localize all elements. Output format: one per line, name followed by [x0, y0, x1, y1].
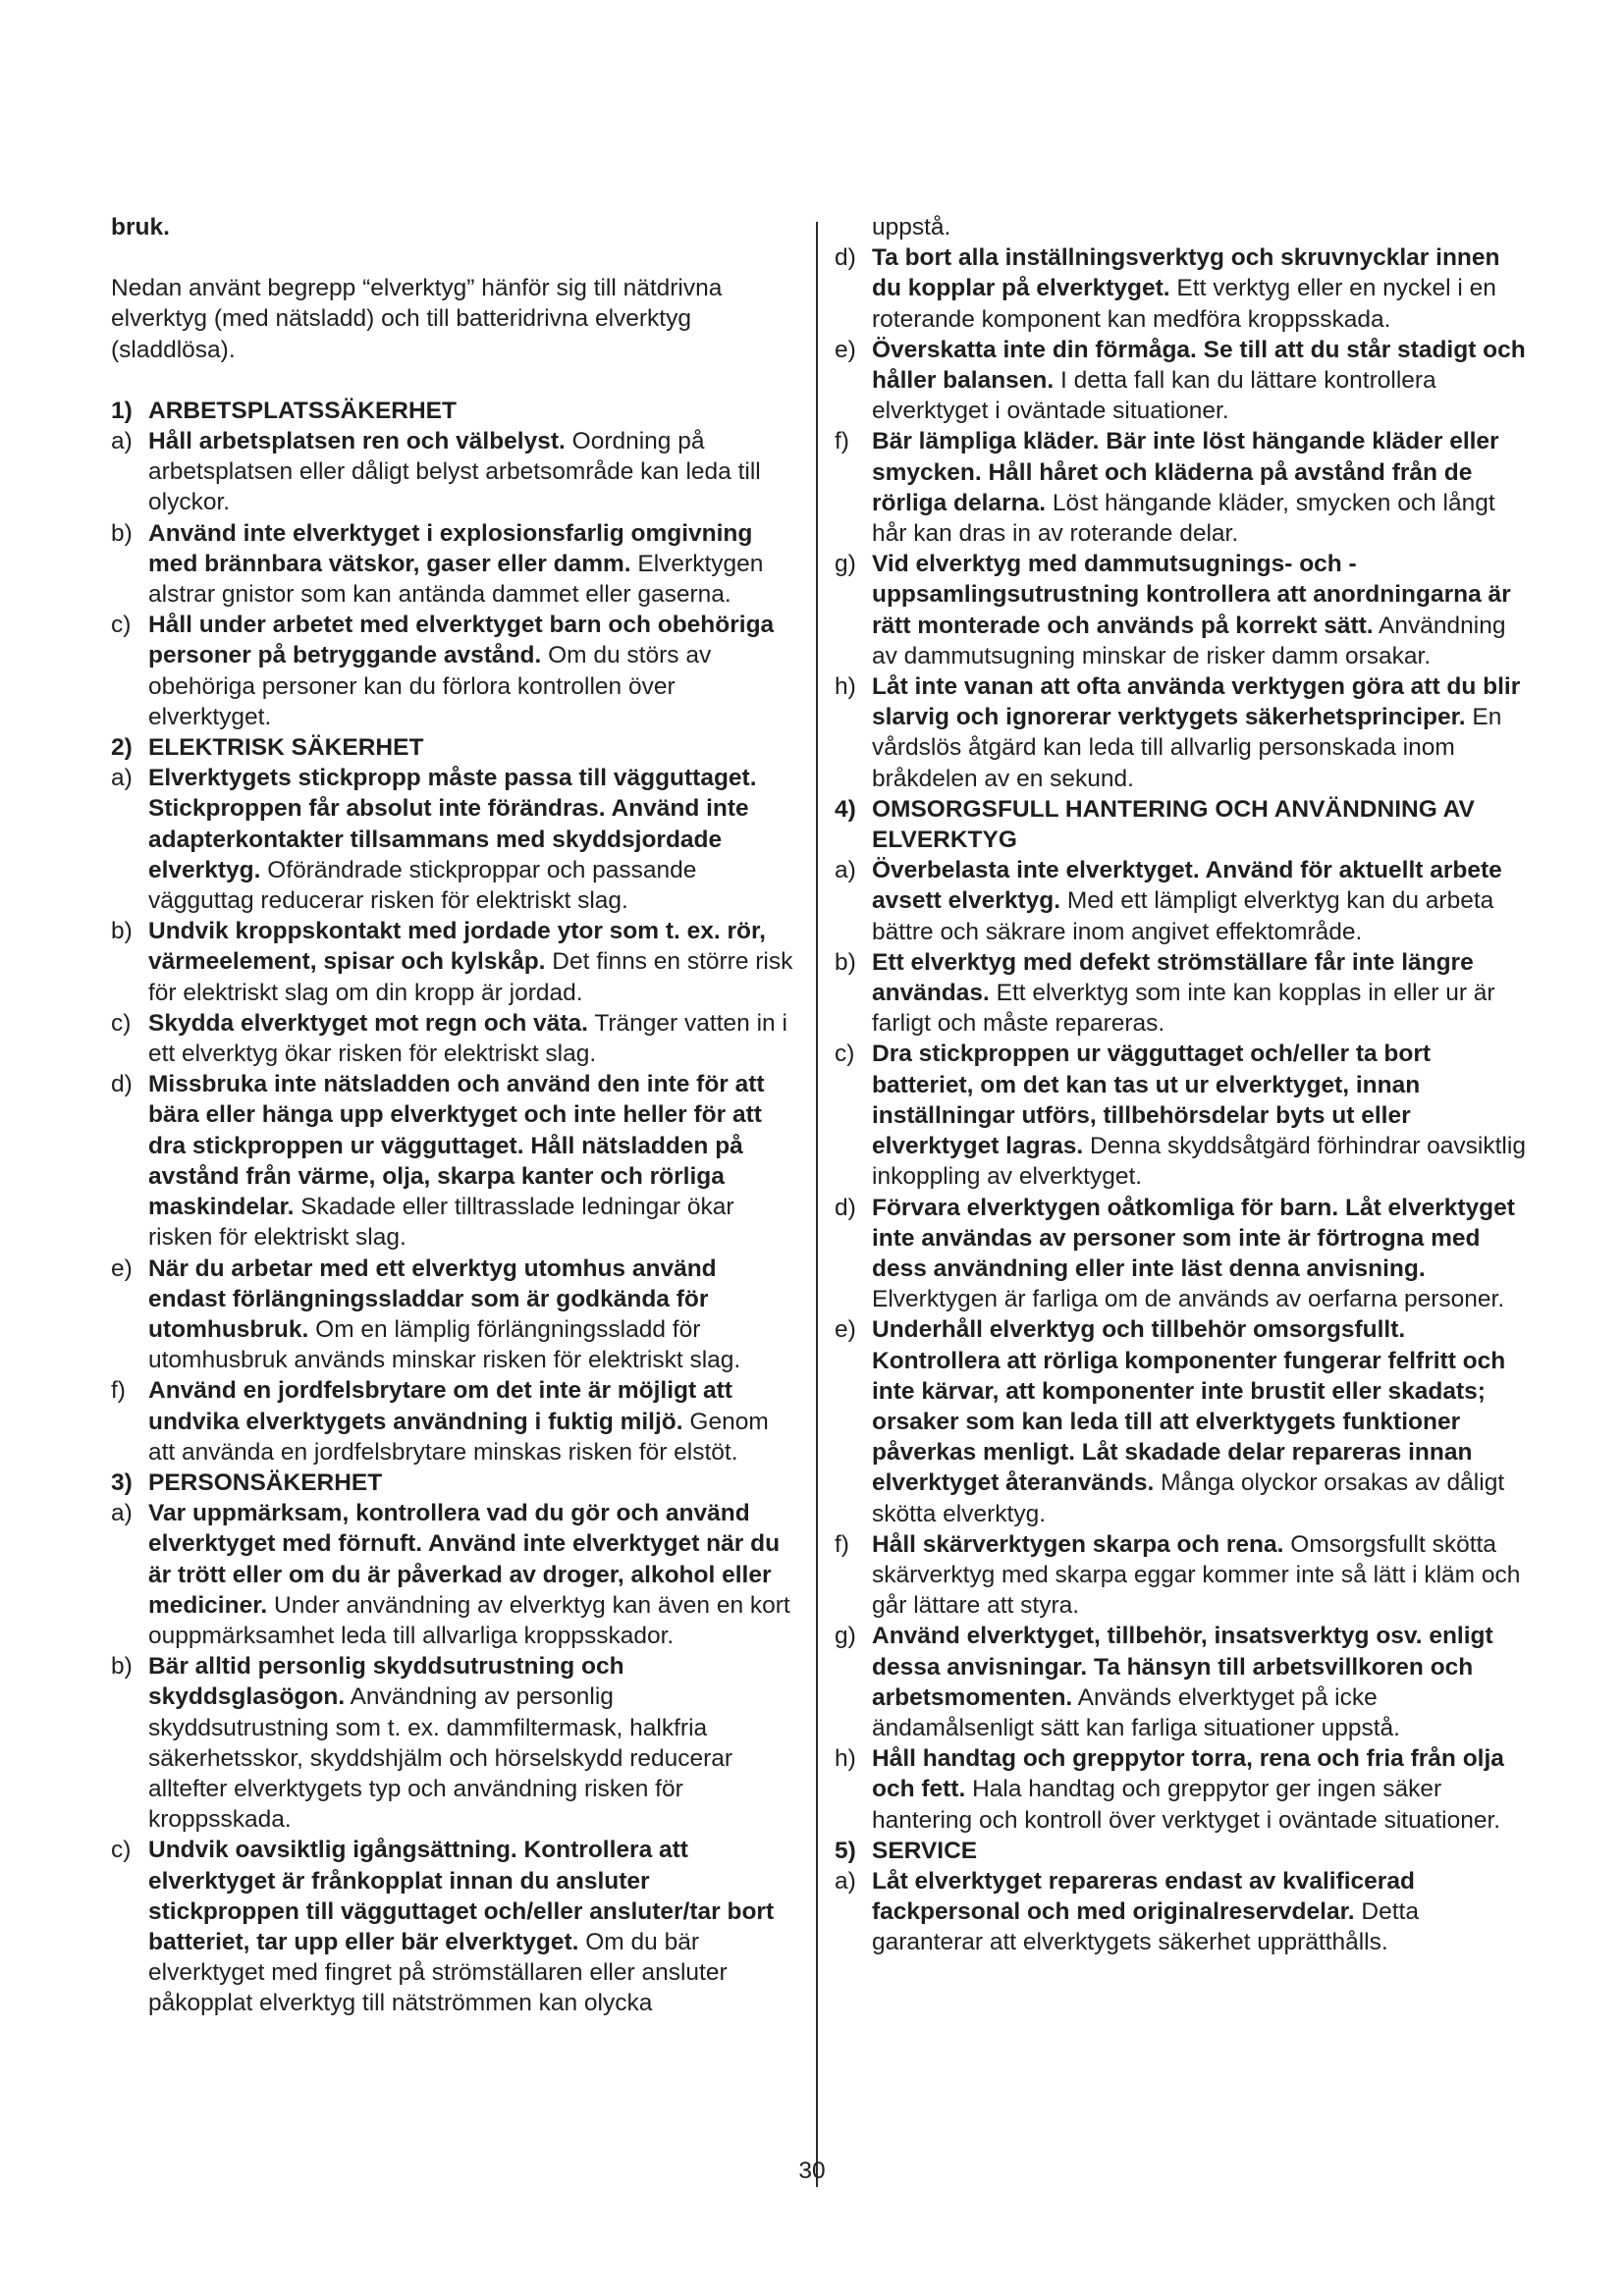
list-item: g) Använd elverktyget, tillbehör, insatsverktyg osv. enligt dessa anvisningar. Ta hänsyn till arbetsvillkoren och arbetsmomenten. Används elverktyget på icke ändamålsenligt sätt kan farliga situationer uppstå.: [835, 1623, 1493, 1741]
list-item: f) Använd en jordfelsbrytare om det inte är möjligt att undvika elverktygets användning i fuktig miljö. Genom att använda en jordfelsbrytare minskas risken för elstöt.: [111, 1377, 769, 1466]
intro-paragraph: Nedan använt begrepp “elverktyg” hänför sig till nätdrivna elverktyg (med nätsladd) och till batteridrivna elverktyg (sladdlösa).: [111, 275, 723, 363]
page-number: 30: [798, 2158, 826, 2184]
list-item: a) Håll arbetsplatsen ren och välbelyst. Oordning på arbetsplatsen eller dåligt belyst arbetsområde kan leda till olyckor.: [111, 428, 761, 516]
list-item: d) Förvara elverktygen oåtkomliga för barn. Låt elverktyget inte användas av personer som inte är förtrogna med dess användning eller inte läst denna anvisning. Elverktygen är farliga om de används av oerfarna personer.: [835, 1194, 1515, 1313]
list-item: e) När du arbetar med ett elverktyg utomhus använd endast förlängningssladdar som är godkända för utomhusbruk. Om en lämplig förlängningssladd för utomhusbruk används minskar risken för elektriskt slag.: [111, 1255, 741, 1374]
left-column: [111, 212, 800, 2019]
list-item: c) Skydda elverktyget mot regn och väta. Tränger vatten in i ett elverktyg ökar risken för elektriskt slag.: [111, 1009, 787, 1068]
list-item: d) Ta bort alla inställningsverktyg och skruvnycklar innen du kopplar på elverktyget. Ett verktyg eller en nyckel i en roterande komponent kan medföra kroppsskada.: [835, 244, 1500, 333]
continuation-text: uppstå.: [872, 214, 951, 240]
list-item: a) Överbelasta inte elverktyget. Använd för aktuellt arbete avsett elverktyg. Med ett lämpligt elverktyg kan du arbeta bättre och säkrare inom angivet effektområde.: [835, 857, 1502, 945]
list-item: b) Ett elverktyg med defekt strömställare får inte längre användas. Ett elverktyg som inte kan kopplas in eller ur är farligt och måste repareras.: [835, 948, 1495, 1038]
section-heading: 2) ELEKTRISK SÄKERHET: [111, 734, 424, 762]
section-heading: 3) PERSONSÄKERHET: [111, 1468, 383, 1496]
list-item: b) Använd inte elverktyget i explosionsfarlig omgivning med brännbara vätskor, gaser eller damm. Elverktygen alstrar gnistor som kan antända dammet eller gaserna.: [111, 519, 764, 609]
list-item: f) Håll skärverktygen skarpa och rena. Omsorgsfullt skötta skärverktyg med skarpa eggar kommer inte så lätt i kläm och går lättare att styra.: [835, 1530, 1521, 1620]
list-item: b) Undvik kroppskontakt med jordade ytor som t. ex. rör, värmeelement, spisar och kylskåp. Det finns en större risk för elektriskt slag om din kropp är jordad.: [111, 918, 793, 1006]
list-item: a) Var uppmärksam, kontrollera vad du gör och använd elverktyget med förnuft. Använd inte elverktyget när du är trött eller om du är påverkad av droger, alkohol eller mediciner. Under användning av elverktyg kan även en kort ouppmärksamhet leda till allvarliga kroppsskador.: [111, 1500, 790, 1649]
list-item: e) Underhåll elverktyg och tillbehör omsorgsfullt. Kontrollera att rörliga komponenter fungerar felfritt och inte kärvar, att komponenter inte brustit eller skadats; orsaker som kan leda till att elverktygets funktioner påverkas menligt. Låt skadade delar repareras innan elverktyget återanvänds. Många olyckor orsakas av dåligt skötta elverktyg.: [835, 1316, 1506, 1527]
list-item: e) Överskatta inte din förmåga. Se till att du står stadigt och håller balansen. I detta fall kan du lättare kontrollera elverktyget i oväntade situationer.: [835, 336, 1526, 425]
list-item: c) Håll under arbetet med elverktyget barn och obehöriga personer på betryggande avstånd. Om du störs av obehöriga personer kan du förlora kontrollen över elverktyget.: [111, 612, 775, 730]
list-item: d) Missbruka inte nätsladden och använd den inte för att bära eller hänga upp elverktyget och inte heller för att dra stickproppen ur vägguttaget. Håll nätsladden på avstånd från värme, olja, skarpa kanter och rörliga maskindelar. Skadade eller tilltrasslade ledningar ökar risken för elektriskt slag.: [111, 1071, 765, 1252]
list-item: h) Låt inte vanan att ofta använda verktygen göra att du blir slarvig och ignorerar verktygets säkerhetsprinciper. En vårdslös åtgärd kan leda till allvarlig personskada inom bråkdelen av en sekund.: [835, 673, 1521, 792]
intro-fragment: bruk.: [111, 214, 170, 240]
section-heading: 5) SERVICE: [835, 1837, 978, 1864]
list-item: a) Elverktygets stickpropp måste passa till vägguttaget. Stickproppen får absolut inte förändras. Använd inte adapterkontakter tillsammans med skyddsjordade elverktyg. Oförändrade stickproppar och passande vägguttag reducerar risken för elektriskt slag.: [111, 765, 757, 915]
list-item: h) Håll handtag och greppytor torra, rena och fria från olja och fett. Hala handtag och greppytor ger ingen säker hantering och kontroll över verktyget i oväntade situationer.: [835, 1745, 1504, 1834]
section-heading: 4) OMSORGSFULL HANTERING OCH ANVÄNDNING AV ELVERKTYG: [835, 795, 1475, 854]
list-item: a) Låt elverktyget repareras endast av kvalificerad fackpersonal och med originalreservdelar. Detta garanterar att elverktygets säkerhet upprätthålls.: [835, 1867, 1419, 1956]
list-item: c) Undvik oavsiktlig igångsättning. Kontrollera att elverktyget är frånkopplat innan du ansluter stickproppen till vägguttaget och/eller ansluter/tar bort batteriet, tar upp eller bär elverktyget. Om du bär elverktyget med fingret på strömställaren eller ansluter påkopplat elverktyg till nätströmmen kan olycka: [111, 1837, 775, 2017]
list-item: f) Bär lämpliga kläder. Bär inte löst hängande kläder eller smycken. Håll håret och kläderna på avstånd från de rörliga delarna. Löst hängande kläder, smycken och långt hår kan dras in av roterande delar.: [835, 428, 1499, 548]
right-column: [835, 212, 1532, 1958]
section-heading: 1) ARBETSPLATSSÄKERHET: [111, 397, 457, 424]
column-divider: [816, 222, 818, 2187]
list-item: g) Vid elverktyg med dammutsugnings- och -uppsamlingsutrustning kontrollera att anordningarna är rätt monterade och används på korrekt sätt. Användning av dammutsugning minskar de risker damm orsakar.: [835, 551, 1511, 669]
list-item: c) Dra stickproppen ur vägguttaget och/eller ta bort batteriet, om det kan tas ut ur elverktyget, innan inställningar utförs, tillbehörsdelar byts ut eller elverktyget lagras. Denna skyddsåtgärd förhindrar oavsiktlig inkoppling av elverktyget.: [835, 1041, 1526, 1191]
list-item: b) Bär alltid personlig skyddsutrustning och skyddsglasögon. Användning av personlig skyddsutrustning som t. ex. dammfiltermask, halkfria säkerhetsskor, skyddshjälm och hörselskydd reducerar alltefter elverktygets typ och användning risken för kroppsskada.: [111, 1653, 733, 1834]
